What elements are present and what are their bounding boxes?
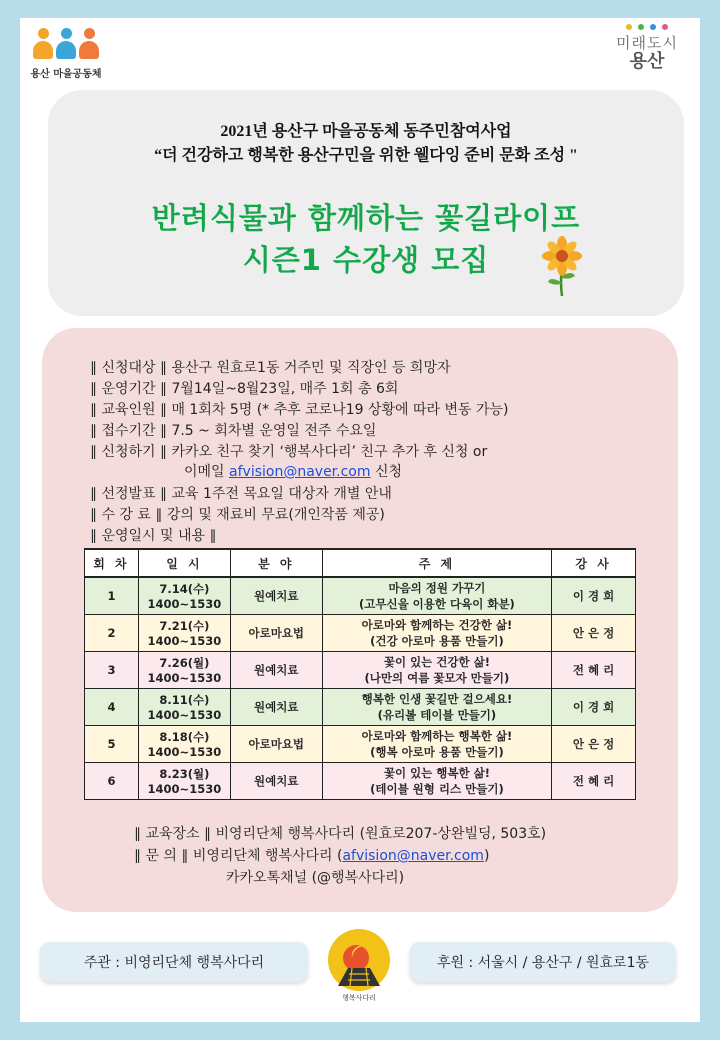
table-row xyxy=(85,689,636,726)
table-row xyxy=(85,652,636,689)
info-schedule-label: ∥ 운영일시 및 내용 ∥ xyxy=(90,528,217,544)
svg-text:행복사다리: 행복사다리 xyxy=(342,994,376,1002)
header-teacher: 강 사 xyxy=(552,549,636,577)
header-field: 분 야 xyxy=(230,549,322,577)
session-field: 아로마요법 xyxy=(230,615,322,652)
main-title: 반려식물과 함께하는 꽃길라이프 xyxy=(151,201,581,235)
session-topic: 꽃이 있는 행복한 삶! (테이블 원형 리스 만들기) xyxy=(322,763,551,800)
table-row xyxy=(85,763,636,800)
recruit-title: 시즌1 수강생 모집 xyxy=(242,243,490,277)
flower-icon xyxy=(540,236,584,298)
contact-info xyxy=(134,846,489,866)
session-field: 원예치료 xyxy=(230,652,322,689)
session-datetime: 8.18(수) 1400~1530 xyxy=(138,726,230,763)
info-selection: ∥ 선정발표 ∥ 교육 1주전 목요일 대상자 개별 안내 xyxy=(90,486,392,502)
table-row xyxy=(85,615,636,652)
header-box xyxy=(48,90,684,316)
contact-prefix: ∥ 문 의 ∥ 비영리단체 행복사다리 ( xyxy=(134,848,343,864)
info-reception: ∥ 접수기간 ∥ 7.5 ~ 회차별 운영일 전주 수요일 xyxy=(90,423,377,439)
apply-email-link[interactable]: afvision@naver.com xyxy=(229,464,371,480)
session-teacher: 안 은 정 xyxy=(552,726,636,763)
info-apply-email-line xyxy=(184,462,402,482)
info-capacity: ∥ 교육인원 ∥ 매 1회차 5명 (* 추후 코로나19 상황에 따라 변동 가능) xyxy=(90,402,509,418)
yongsan-community-logo xyxy=(26,26,106,80)
session-teacher: 이 경 희 xyxy=(552,689,636,726)
people-icon xyxy=(26,26,106,62)
header-no: 회 차 xyxy=(85,549,139,577)
logo-line2: 용산 xyxy=(629,51,665,72)
session-topic: 아로마와 함께하는 건강한 삶! (건강 아로마 용품 만들기) xyxy=(322,615,551,652)
kakao-channel: 카카오톡채널 (@행복사다리) xyxy=(226,870,405,886)
session-topic: 행복한 인생 꽃길만 걸으세요! (유리볼 테이블 만들기) xyxy=(322,689,551,726)
session-topic: 마음의 정원 가꾸기 (고무신을 이용한 다육이 화분) xyxy=(322,577,551,615)
session-field: 원예치료 xyxy=(230,689,322,726)
email-suffix: 신청 xyxy=(370,464,403,480)
logo-dots-icon xyxy=(604,24,690,34)
project-subtitle: “더 건강하고 행복한 용산구민을 위한 웰다잉 준비 문화 조성 " xyxy=(154,147,578,164)
session-field: 원예치료 xyxy=(230,763,322,800)
project-supertitle: 2021년 용산구 마을공동체 동주민참여사업 xyxy=(220,123,512,140)
info-box xyxy=(42,328,678,912)
session-no: 3 xyxy=(85,652,139,689)
session-field: 원예치료 xyxy=(230,577,322,615)
session-no: 5 xyxy=(85,726,139,763)
header-topic: 주 제 xyxy=(322,549,551,577)
session-teacher: 전 혜 리 xyxy=(552,652,636,689)
session-datetime: 8.23(월) 1400~1530 xyxy=(138,763,230,800)
table-row xyxy=(85,726,636,763)
location-info: ∥ 교육장소 ∥ 비영리단체 행복사다리 (원효로207-상완빌딩, 503호) xyxy=(134,826,547,842)
session-teacher: 이 경 희 xyxy=(552,577,636,615)
session-teacher: 전 혜 리 xyxy=(552,763,636,800)
logo-line1: 미래도시 xyxy=(616,34,678,52)
sponsor-badge: 후원 : 서울시 / 용산구 / 원효로1동 xyxy=(410,942,676,982)
email-prefix: 이메일 xyxy=(184,464,230,480)
session-teacher: 안 은 정 xyxy=(552,615,636,652)
session-no: 1 xyxy=(85,577,139,615)
future-city-yongsan-logo xyxy=(604,24,690,72)
session-datetime: 7.26(월) 1400~1530 xyxy=(138,652,230,689)
info-period: ∥ 운영기간 ∥ 7월14일~8월23일, 매주 1회 총 6회 xyxy=(90,381,399,397)
contact-suffix: ) xyxy=(483,848,490,864)
info-apply: ∥ 신청하기 ∥ 카카오 친구 찾기 ‘행복사다리’ 친구 추가 후 신청 or xyxy=(90,444,488,460)
happy-ladder-emblem-icon xyxy=(326,928,392,1002)
schedule-table xyxy=(84,548,636,800)
host-badge: 주관 : 비영리단체 행복사다리 xyxy=(40,942,308,982)
session-no: 4 xyxy=(85,689,139,726)
table-header-row xyxy=(85,549,636,577)
header-datetime: 일 시 xyxy=(138,549,230,577)
session-datetime: 8.11(수) 1400~1530 xyxy=(138,689,230,726)
session-datetime: 7.14(수) 1400~1530 xyxy=(138,577,230,615)
info-target: ∥ 신청대상 ∥ 용산구 원효로1동 거주민 및 직장인 등 희망자 xyxy=(90,360,451,376)
info-fee: ∥ 수 강 료 ∥ 강의 및 재료비 무료(개인작품 제공) xyxy=(90,507,385,523)
table-row xyxy=(85,577,636,615)
session-field: 아로마요법 xyxy=(230,726,322,763)
contact-email-link[interactable]: afvision@naver.com xyxy=(342,848,484,864)
session-datetime: 7.21(수) 1400~1530 xyxy=(138,615,230,652)
session-no: 6 xyxy=(85,763,139,800)
session-topic: 아로마와 함께하는 행복한 삶! (행복 아로마 용품 만들기) xyxy=(322,726,551,763)
session-no: 2 xyxy=(85,615,139,652)
session-topic: 꽃이 있는 건강한 삶! (나만의 여름 꽃모자 만들기) xyxy=(322,652,551,689)
logo-caption: 용산 마을공동체 xyxy=(30,69,102,80)
